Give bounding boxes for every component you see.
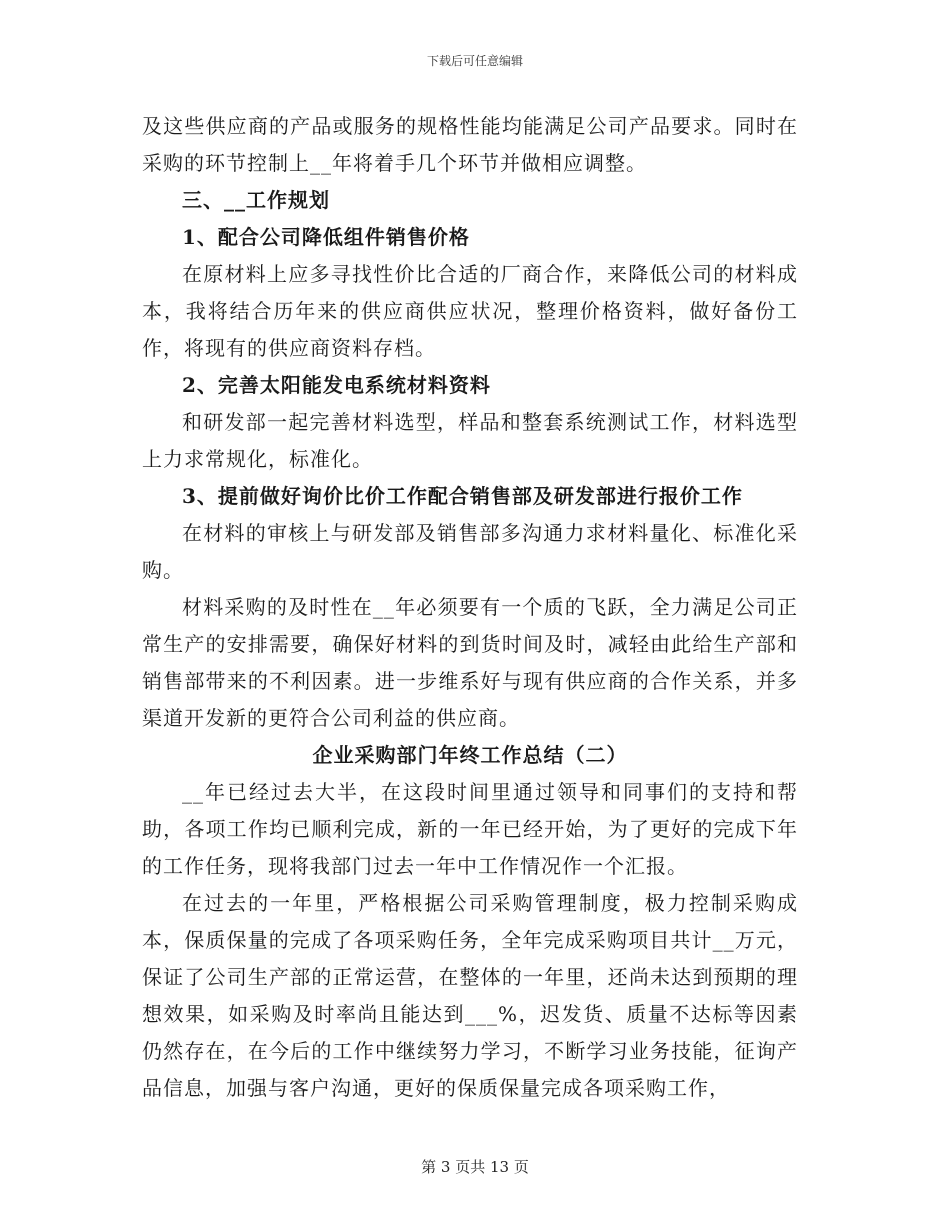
paragraph-timeliness: 材料采购的及时性在__年必须要有一个质的飞跃，全力满足公司正常生产的安排需要，确保好材料的到货时间及时，减轻由此给生产部和销售部带来的不利因素。进一步维系好与现有供应商的合作关系，并多渠道开发新的更符合公司利益的供应商。 bbox=[142, 595, 798, 730]
paragraph-materials-cost: 在原材料上应多寻找性价比合适的厂商合作，来降低公司的材料成本，我将结合历年来的供应商供应状况，整理价格资料，做好备份工作，将现有的供应商资料存档。 bbox=[142, 262, 798, 360]
section-heading-work-plan: 三、__工作规划 bbox=[182, 188, 330, 212]
paragraph-intro: __年已经过去大半，在这段时间里通过领导和同事们的支持和帮助，各项工作均已顺利完成，新的一年已经开始，为了更好的完成下年的工作任务，现将我部门过去一年中工作情况作一个汇报。 bbox=[142, 780, 798, 878]
paragraph-material-selection: 和研发部一起完善材料选型，样品和整套系统测试工作，材料选型上力求常规化，标准化。 bbox=[142, 410, 798, 471]
subheading-1: 1、配合公司降低组件销售价格 bbox=[182, 225, 470, 249]
subheading-3: 3、提前做好询价比价工作配合销售部及研发部进行报价工作 bbox=[182, 484, 743, 508]
page-footer: 第 3 页共 13 页 bbox=[421, 1158, 529, 1176]
page-header: 下载后可任意编辑 bbox=[426, 54, 523, 68]
paragraph-material-review: 在材料的审核上与研发部及销售部多沟通力求材料量化、标准化采购。 bbox=[142, 521, 798, 582]
paragraph-continuation: 及这些供应商的产品或服务的规格性能均能满足公司产品要求。同时在采购的环节控制上__年将着手几个环节并做相应调整。 bbox=[142, 114, 798, 175]
document-body bbox=[142, 108, 798, 1107]
paragraph-past-year: 在过去的一年里，严格根据公司采购管理制度，极力控制采购成本，保质保量的完成了各项采购任务，全年完成采购项目共计__万元，保证了公司生产部的正常运营，在整体的一年里，还尚未达到预期的理想效果，如采购及时率尚且能达到___%，迟发货、质量不达标等因素仍然存在，在今后的工作中继续努力学习，不断学习业务技能，征询产品信息，加强与客户沟通，更好的保质保量完成各项采购工作， bbox=[142, 891, 798, 1100]
document-title-part-two: 企业采购部门年终工作总结（二） bbox=[312, 743, 628, 767]
subheading-2: 2、完善太阳能发电系统材料资料 bbox=[182, 373, 491, 397]
